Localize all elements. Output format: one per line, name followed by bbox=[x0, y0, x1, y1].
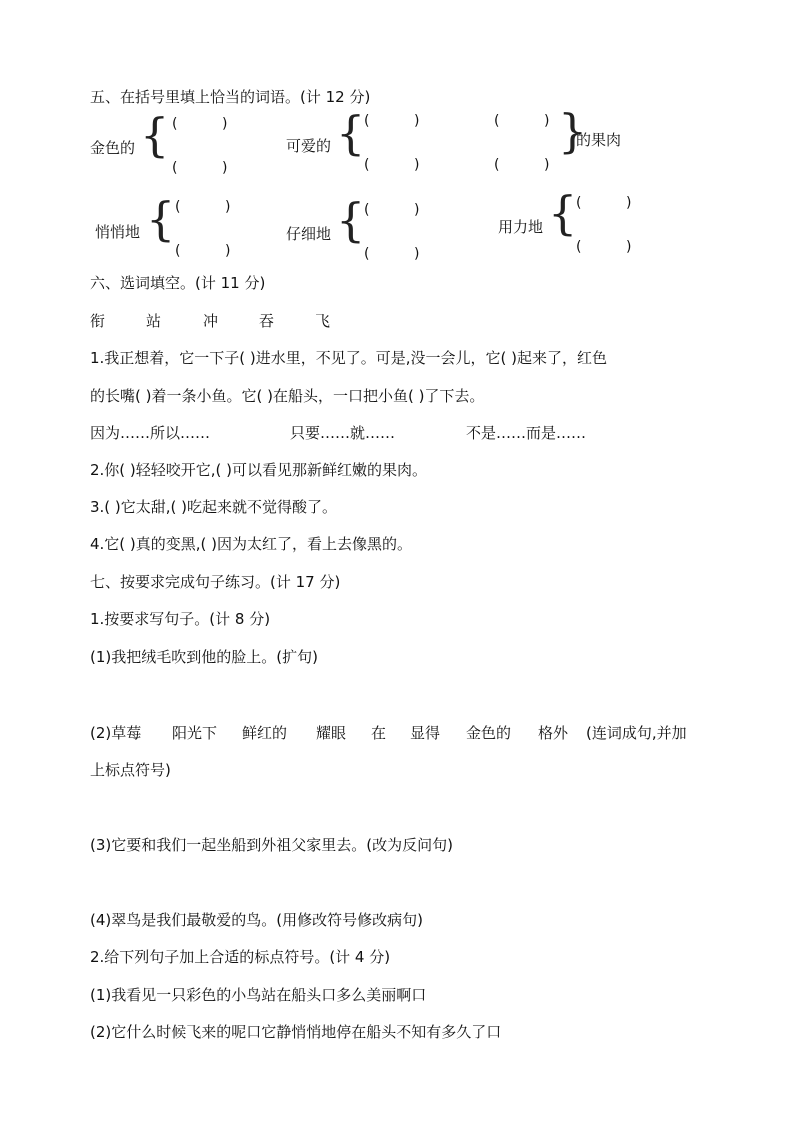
blank-paren[interactable]: ( ) bbox=[175, 199, 231, 215]
word-tile: 格外 bbox=[538, 724, 569, 742]
subsection-1-title: 1.按要求写句子。(计 8 分) bbox=[90, 610, 271, 628]
blank-paren[interactable]: ( ) bbox=[576, 239, 632, 255]
question-1-line1: 1.我正想着，它一下子( )进水里，不见了。可是,没一会儿，它( )起来了，红色 bbox=[90, 349, 608, 367]
word-zixi: 仔细地 bbox=[286, 225, 332, 243]
question-4: 4.它( )真的变黑,( )因为太红了，看上去像黑的。 bbox=[90, 535, 413, 553]
blank-paren[interactable]: ( ) bbox=[364, 202, 420, 218]
word-keai: 可爱的 bbox=[286, 137, 332, 155]
blank-paren[interactable]: ( ) bbox=[172, 160, 228, 176]
conjunction-option: 只要……就…… bbox=[290, 424, 396, 442]
right-brace: } bbox=[558, 104, 588, 158]
left-brace: { bbox=[140, 108, 170, 162]
instruction-text: (连词成句,并加 bbox=[586, 724, 687, 742]
option-word: 站 bbox=[146, 312, 162, 330]
word-tile: 鲜红的 bbox=[242, 724, 288, 742]
question-3: 3.( )它太甜,( )吃起来就不觉得酸了。 bbox=[90, 498, 338, 516]
blank-paren[interactable]: ( ) bbox=[364, 157, 420, 173]
option-word: 吞 bbox=[259, 312, 275, 330]
sentence-1: (1)我把绒毛吹到他的脸上。(扩句) bbox=[90, 648, 318, 666]
suffix-guorou: 的果肉 bbox=[576, 131, 622, 149]
blank-paren[interactable]: ( ) bbox=[576, 195, 632, 211]
question-2: 2.你( )轻轻咬开它,( )可以看见那新鲜红嫩的果肉。 bbox=[90, 461, 428, 479]
section6-title: 六、选词填空。(计 11 分) bbox=[90, 274, 266, 292]
option-word: 冲 bbox=[203, 312, 219, 330]
blank-paren[interactable]: ( ) bbox=[364, 246, 420, 262]
instruction-text: 上标点符号) bbox=[90, 761, 171, 779]
blank-paren[interactable]: ( ) bbox=[494, 157, 550, 173]
option-word: 衔 bbox=[90, 312, 106, 330]
left-brace: { bbox=[146, 192, 176, 246]
conjunction-option: 因为……所以…… bbox=[90, 424, 211, 442]
left-brace: { bbox=[336, 193, 366, 247]
left-brace: { bbox=[548, 186, 578, 240]
word-qiaoqiao: 悄悄地 bbox=[95, 223, 141, 241]
word-tile: 显得 bbox=[410, 724, 441, 742]
word-tile: 在 bbox=[371, 724, 387, 742]
word-yongli: 用力地 bbox=[498, 218, 544, 236]
word-tile: (2)草莓 bbox=[90, 724, 142, 742]
punctuation-sentence-1: (1)我看见一只彩色的小鸟站在船头口多么美丽啊口 bbox=[90, 986, 427, 1004]
sentence-4: (4)翠鸟是我们最敬爱的鸟。(用修改符号修改病句) bbox=[90, 911, 423, 929]
section7-title: 七、按要求完成句子练习。(计 17 分) bbox=[90, 573, 341, 591]
word-tile: 金色的 bbox=[466, 724, 512, 742]
subsection-2-title: 2.给下列句子加上合适的标点符号。(计 4 分) bbox=[90, 948, 391, 966]
word-jinse: 金色的 bbox=[90, 139, 136, 157]
word-tile: 耀眼 bbox=[316, 724, 347, 742]
left-brace: { bbox=[336, 106, 366, 160]
punctuation-sentence-2: (2)它什么时候飞来的呢口它静悄悄地停在船头不知有多久了口 bbox=[90, 1023, 502, 1041]
sentence-3: (3)它要和我们一起坐船到外祖父家里去。(改为反问句) bbox=[90, 836, 453, 854]
blank-paren[interactable]: ( ) bbox=[175, 243, 231, 259]
question-1-line2: 的长嘴( )着一条小鱼。它( )在船头，一口把小鱼( )了下去。 bbox=[90, 387, 485, 405]
blank-paren[interactable]: ( ) bbox=[364, 113, 420, 129]
blank-paren[interactable]: ( ) bbox=[172, 116, 228, 132]
conjunction-option: 不是……而是…… bbox=[466, 424, 587, 442]
option-word: 飞 bbox=[315, 312, 331, 330]
blank-paren[interactable]: ( ) bbox=[494, 113, 550, 129]
word-tile: 阳光下 bbox=[172, 724, 218, 742]
section5-title: 五、在括号里填上恰当的词语。(计 12 分) bbox=[90, 88, 371, 106]
